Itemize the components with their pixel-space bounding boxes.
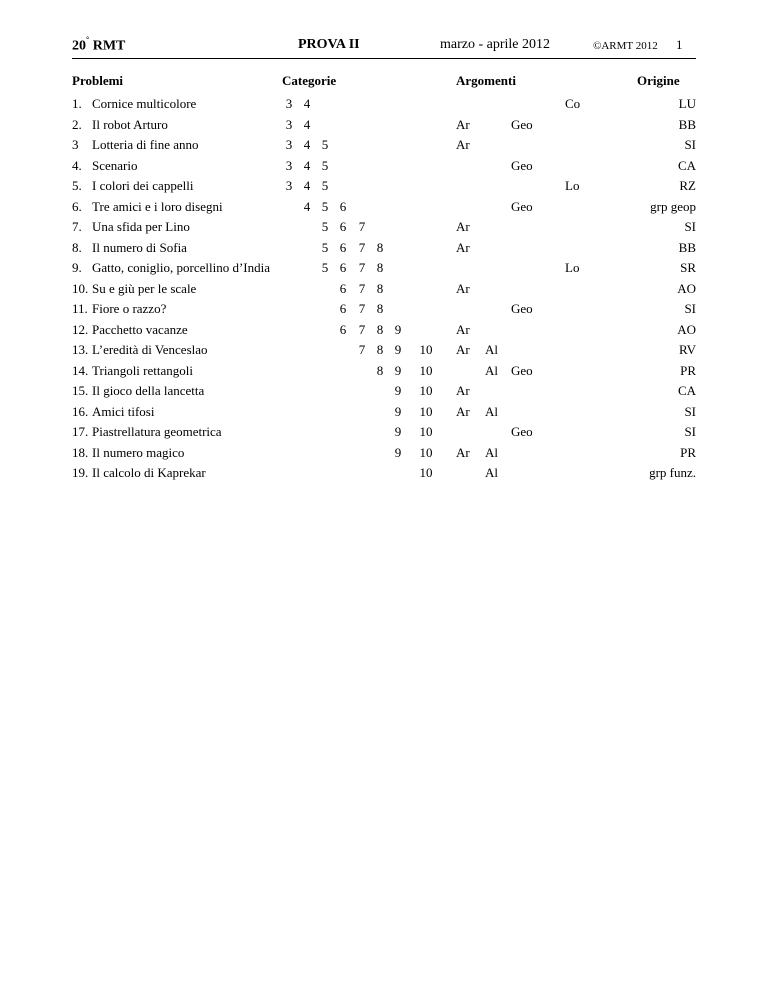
problem-number: 16. — [72, 403, 89, 419]
category-cell: 3 — [285, 157, 293, 173]
problem-title: Lotteria di fine anno — [92, 137, 199, 152]
table-row — [0, 383, 768, 403]
table-row — [0, 199, 768, 219]
table-row — [0, 96, 768, 116]
category-cell: 6 — [339, 301, 347, 316]
origin-cell: RV — [678, 342, 696, 357]
problem-title: Triangoli rettangoli — [92, 362, 193, 378]
category-cell: 5 — [321, 137, 329, 152]
origin-cell: SI — [684, 424, 696, 439]
origin-cell: BB — [678, 239, 696, 255]
table-row — [0, 281, 768, 301]
problem-number: 13. — [72, 342, 89, 357]
category-cell: 8 — [376, 260, 384, 275]
table-row — [0, 301, 768, 321]
category-cell: 4 — [303, 198, 311, 214]
problem-number: 3 — [72, 137, 79, 152]
origin-cell: SI — [684, 137, 696, 152]
problem-number: 14. — [72, 362, 89, 378]
category-cell: 6 — [339, 198, 347, 214]
col-header-origin: Origine — [637, 73, 680, 88]
edition-number: 20 — [72, 38, 86, 54]
category-cell: 3 — [285, 137, 293, 152]
topic-arithmetic: Ar — [456, 280, 470, 296]
category-cell: 8 — [376, 239, 384, 255]
category-cell: 8 — [376, 362, 384, 378]
problem-number: 19. — [72, 465, 89, 480]
problem-number: 2. — [72, 116, 82, 132]
category-cell: 9 — [394, 444, 402, 460]
topic-other: Co — [565, 96, 581, 111]
category-cell: 10 — [419, 362, 433, 378]
problem-title: Piastrellatura geometrica — [92, 424, 222, 439]
origin-cell: RZ — [679, 178, 696, 193]
category-cell: 7 — [358, 301, 366, 316]
topic-algebra: Al — [485, 362, 498, 378]
topic-other: Lo — [565, 260, 580, 275]
topic-arithmetic: Ar — [456, 444, 470, 460]
topic-geometry: Geo — [511, 301, 533, 316]
topic-algebra: Al — [485, 403, 498, 419]
problem-number: 11. — [72, 301, 88, 316]
origin-cell: SI — [684, 403, 696, 419]
origin-cell: grp geop — [650, 198, 696, 214]
topic-arithmetic: Ar — [456, 321, 470, 337]
topic-geometry: Geo — [511, 157, 533, 173]
origin-cell: AO — [677, 280, 696, 296]
copyright-label: ©ARMT 2012 — [593, 40, 658, 52]
origin-cell: SI — [684, 301, 696, 316]
problem-title: Scenario — [92, 157, 138, 173]
category-cell: 6 — [339, 239, 347, 255]
category-cell: 5 — [321, 219, 329, 234]
topic-geometry: Geo — [511, 116, 533, 132]
category-cell: 6 — [339, 219, 347, 234]
category-cell: 7 — [358, 321, 366, 337]
problem-number: 12. — [72, 321, 89, 337]
category-cell: 5 — [321, 178, 329, 193]
category-cell: 9 — [394, 403, 402, 419]
page-number: 1 — [676, 37, 683, 52]
origin-cell: BB — [678, 116, 696, 132]
category-cell: 8 — [376, 280, 384, 296]
category-cell: 8 — [376, 342, 384, 357]
problem-title: Il calcolo di Kaprekar — [92, 465, 206, 480]
problem-number: 6. — [72, 198, 82, 214]
table-row — [0, 342, 768, 362]
problem-title: Una sfida per Lino — [92, 219, 190, 234]
category-cell: 5 — [321, 260, 329, 275]
problem-number: 17. — [72, 424, 89, 439]
problem-number: 15. — [72, 383, 89, 398]
category-cell: 7 — [358, 260, 366, 275]
table-row — [0, 240, 768, 260]
category-cell: 7 — [358, 219, 366, 234]
category-cell: 9 — [394, 362, 402, 378]
table-row — [0, 465, 768, 485]
category-cell: 6 — [339, 280, 347, 296]
table-row — [0, 178, 768, 198]
category-cell: 4 — [303, 137, 311, 152]
category-cell: 7 — [358, 280, 366, 296]
category-cell: 10 — [419, 342, 433, 357]
topic-arithmetic: Ar — [456, 219, 470, 234]
problem-number: 9. — [72, 260, 82, 275]
problem-number: 10. — [72, 280, 89, 296]
topic-arithmetic: Ar — [456, 342, 470, 357]
topic-algebra: Al — [485, 465, 498, 480]
problem-title: Il numero di Sofia — [92, 239, 187, 255]
date-label: marzo - aprile 2012 — [440, 37, 551, 52]
topic-algebra: Al — [485, 342, 498, 357]
category-cell: 5 — [321, 157, 329, 173]
category-cell: 3 — [285, 116, 293, 132]
problem-title: Su e giù per le scale — [92, 280, 197, 296]
table-row — [0, 424, 768, 444]
origin-cell: CA — [677, 383, 696, 398]
problem-title: Tre amici e i loro disegni — [92, 198, 223, 214]
category-cell: 7 — [358, 239, 366, 255]
problem-title: Fiore o razzo? — [92, 301, 167, 316]
origin-cell: LU — [678, 96, 696, 111]
topic-arithmetic: Ar — [456, 239, 470, 255]
category-cell: 6 — [339, 260, 347, 275]
problem-number: 5. — [72, 178, 82, 193]
problem-title: L’eredità di Venceslao — [92, 342, 208, 357]
topic-arithmetic: Ar — [456, 137, 470, 152]
category-cell: 10 — [419, 403, 433, 419]
table-row — [0, 404, 768, 424]
table-row — [0, 137, 768, 157]
category-cell: 4 — [303, 96, 311, 111]
problem-title: Gatto, coniglio, porcellino d’India — [92, 260, 270, 275]
origin-cell: PR — [680, 444, 696, 460]
category-cell: 10 — [419, 444, 433, 460]
edition-label — [72, 37, 125, 55]
category-cell: 8 — [376, 321, 384, 337]
edition-suffix: RMT — [89, 38, 126, 54]
table-row — [0, 322, 768, 342]
category-cell: 9 — [394, 321, 402, 337]
problem-title: Cornice multicolore — [92, 96, 197, 111]
category-cell: 6 — [339, 321, 347, 337]
problem-title: Il robot Arturo — [92, 116, 168, 132]
problem-number: 1. — [72, 96, 82, 111]
prova-label: PROVA II — [298, 37, 360, 52]
origin-cell: CA — [677, 157, 696, 173]
topic-other: Lo — [565, 178, 580, 193]
problem-number: 7. — [72, 219, 82, 234]
problem-number: 8. — [72, 239, 82, 255]
category-cell: 9 — [394, 424, 402, 439]
col-header-categories: Categorie — [282, 73, 337, 88]
category-cell: 4 — [303, 157, 311, 173]
topic-arithmetic: Ar — [456, 383, 470, 398]
topic-geometry: Geo — [511, 362, 533, 378]
table-row — [0, 117, 768, 137]
category-cell: 10 — [419, 424, 433, 439]
category-cell: 9 — [394, 342, 402, 357]
category-cell: 9 — [394, 383, 402, 398]
category-cell: 5 — [321, 198, 329, 214]
category-cell: 4 — [303, 178, 311, 193]
category-cell: 3 — [285, 96, 293, 111]
origin-cell: SI — [684, 219, 696, 234]
topic-geometry: Geo — [511, 198, 533, 214]
origin-cell: grp funz. — [649, 465, 696, 480]
category-cell: 5 — [321, 239, 329, 255]
table-row — [0, 260, 768, 280]
origin-cell: SR — [680, 260, 696, 275]
table-row — [0, 219, 768, 239]
problem-number: 4. — [72, 157, 82, 173]
topic-arithmetic: Ar — [456, 116, 470, 132]
col-header-problems: Problemi — [72, 73, 124, 88]
col-header-topics: Argomenti — [456, 73, 516, 88]
topic-geometry: Geo — [511, 424, 533, 439]
problem-title: Il numero magico — [92, 444, 185, 460]
category-cell: 10 — [419, 383, 433, 398]
table-row — [0, 158, 768, 178]
table-row — [0, 363, 768, 383]
topic-algebra: Al — [485, 444, 498, 460]
edition-degree: ° — [86, 35, 90, 44]
origin-cell: PR — [680, 362, 696, 378]
problem-title: I colori dei cappelli — [92, 178, 194, 193]
header-rule — [72, 58, 696, 59]
problem-number: 18. — [72, 444, 89, 460]
origin-cell: AO — [677, 321, 696, 337]
problem-title: Amici tifosi — [92, 403, 155, 419]
category-cell: 8 — [376, 301, 384, 316]
table-row — [0, 445, 768, 465]
category-cell: 7 — [358, 342, 366, 357]
topic-arithmetic: Ar — [456, 403, 470, 419]
category-cell: 3 — [285, 178, 293, 193]
problem-title: Pacchetto vacanze — [92, 321, 188, 337]
category-cell: 10 — [419, 465, 433, 480]
problem-title: Il gioco della lancetta — [92, 383, 205, 398]
category-cell: 4 — [303, 116, 311, 132]
